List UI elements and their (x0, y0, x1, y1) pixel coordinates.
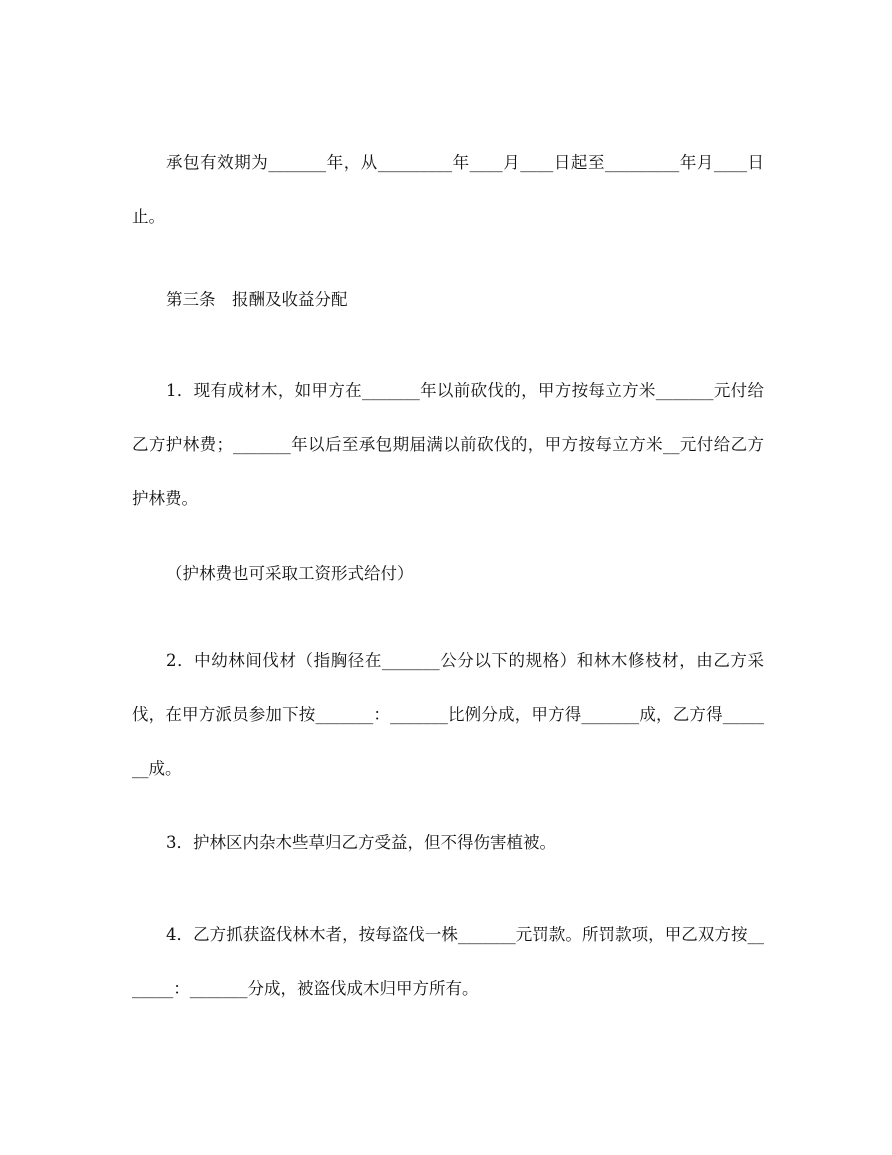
item-4-paragraph: 4．乙方抓获盗伐林木者，按每盗伐一株_______元罚款。所罚款项，甲乙双方按_______：_______分成，被盗伐成木归甲方所有。 (132, 925, 764, 998)
item-1-paragraph: 1．现有成材木，如甲方在_______年以前砍伐的，甲方按每立方米_______元付给乙方护林费；_______年以后至承包期届满以前砍伐的，甲方按每立方米__元付给乙方护林费。 (132, 381, 764, 508)
wage-note-paragraph: （护林费也可采取工资形式给付） (166, 564, 414, 583)
item-2-paragraph: 2．中幼林间伐材（指胸径在_______公分以下的规格）和林木修枝材，由乙方采伐，在甲方派员参加下按_______：_______比例分成，甲方得_______成，乙方得_______成。 (132, 651, 764, 778)
article-3-heading: 第三条 报酬及收益分配 (166, 290, 348, 309)
contract-term-paragraph: 承包有效期为_______年，从_________年____月____日起至_________年月____日止。 (132, 153, 764, 226)
item-3-paragraph: 3．护林区内杂木些草归乙方受益，但不得伤害植被。 (166, 833, 556, 852)
